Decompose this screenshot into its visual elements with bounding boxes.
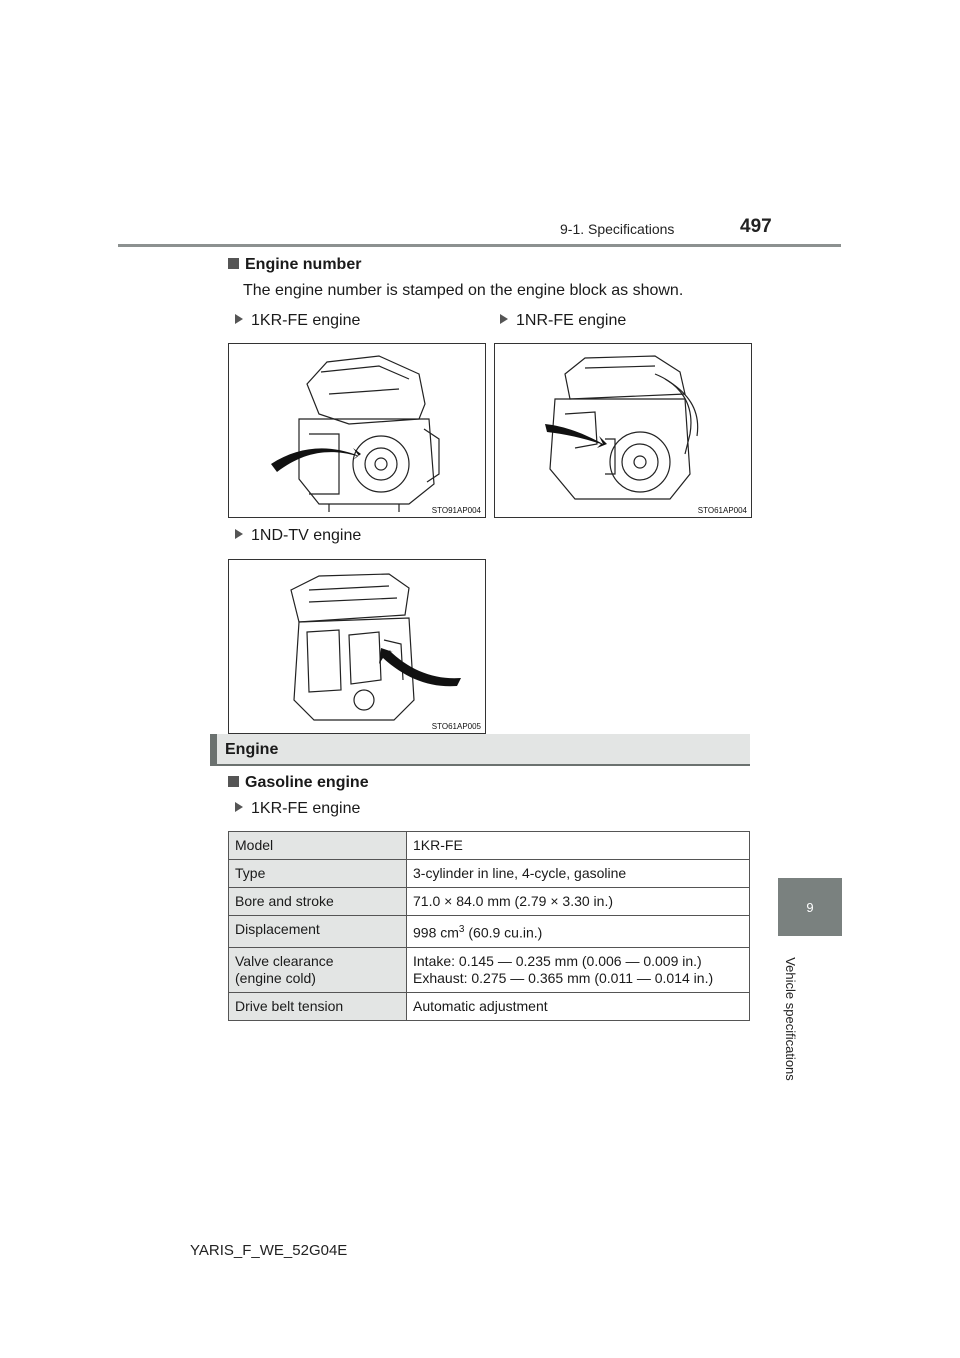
figure-code: STO61AP005 [431,722,481,731]
arrow-marker-icon [271,448,361,472]
table-label: Drive belt tension [229,992,407,1020]
figure-code: STO61AP004 [697,506,747,515]
table-row [229,947,750,992]
table-row [229,992,750,1020]
engine-1kr-illustration [229,344,485,517]
table-row [229,860,750,888]
section-heading-engine: Engine [225,741,279,758]
arrow-marker-icon [545,424,607,448]
table-value: 998 $cm^3$ (60.9 cu.in.) [407,916,750,948]
triangle-bullet-icon [235,314,243,324]
gasoline-subheading: 1KR-FE engine [235,800,360,818]
section-band-accent [210,734,217,766]
table-value: Intake: 0.145 — 0.235 mm (0.006 — 0.009 in.) Exhaust: 0.275 — 0.365 mm (0.011 — 0.014 in.) [407,947,750,992]
table-label: Valve clearance (engine cold) [229,947,407,992]
header-divider [118,244,841,247]
engine-number-description: The engine number is stamped on the engine block as shown. [243,282,684,299]
section-band [210,734,750,766]
triangle-bullet-icon [235,802,243,812]
table-value: 1KR-FE [407,832,750,860]
chapter-label: Vehicle specifications [783,957,798,1081]
figure-label-1nd: 1ND-TV engine [235,527,361,545]
table-label: Type [229,860,407,888]
page-number: 497 [740,216,772,237]
table-label: Bore and stroke [229,888,407,916]
engine-number-heading: Engine number [228,256,361,274]
chapter-tab[interactable] [778,878,842,936]
figure-label-1nr: 1NR-FE engine [500,312,626,330]
table-value: 71.0 × 84.0 mm (2.79 × 3.30 in.) [407,888,750,916]
triangle-bullet-icon [500,314,508,324]
gasoline-engine-heading: Gasoline engine [228,774,369,792]
engine-1nd-illustration [229,560,485,733]
document-code: YARIS_F_WE_52G04E [190,1242,348,1259]
table-row [229,916,750,948]
engine-figure-1nd [228,559,486,734]
engine-figure-1nr [494,343,752,518]
square-bullet-icon [228,776,239,787]
chapter-number: 9 [806,899,814,915]
section-title: 9-1. Specifications [560,221,675,237]
triangle-bullet-icon [235,529,243,539]
table-value: Automatic adjustment [407,992,750,1020]
table-row [229,888,750,916]
table-value: 3-cylinder in line, 4-cycle, gasoline [407,860,750,888]
table-row [229,832,750,860]
figure-label-1kr: 1KR-FE engine [235,312,360,330]
section-band-underline [210,764,750,766]
table-label: Model [229,832,407,860]
engine-figure-1kr [228,343,486,518]
engine-1nr-illustration [495,344,751,517]
square-bullet-icon [228,258,239,269]
table-label: Displacement [229,916,407,948]
figure-code: STO91AP004 [431,506,481,515]
arrow-marker-icon [379,648,461,686]
engine-spec-table [228,831,750,1021]
